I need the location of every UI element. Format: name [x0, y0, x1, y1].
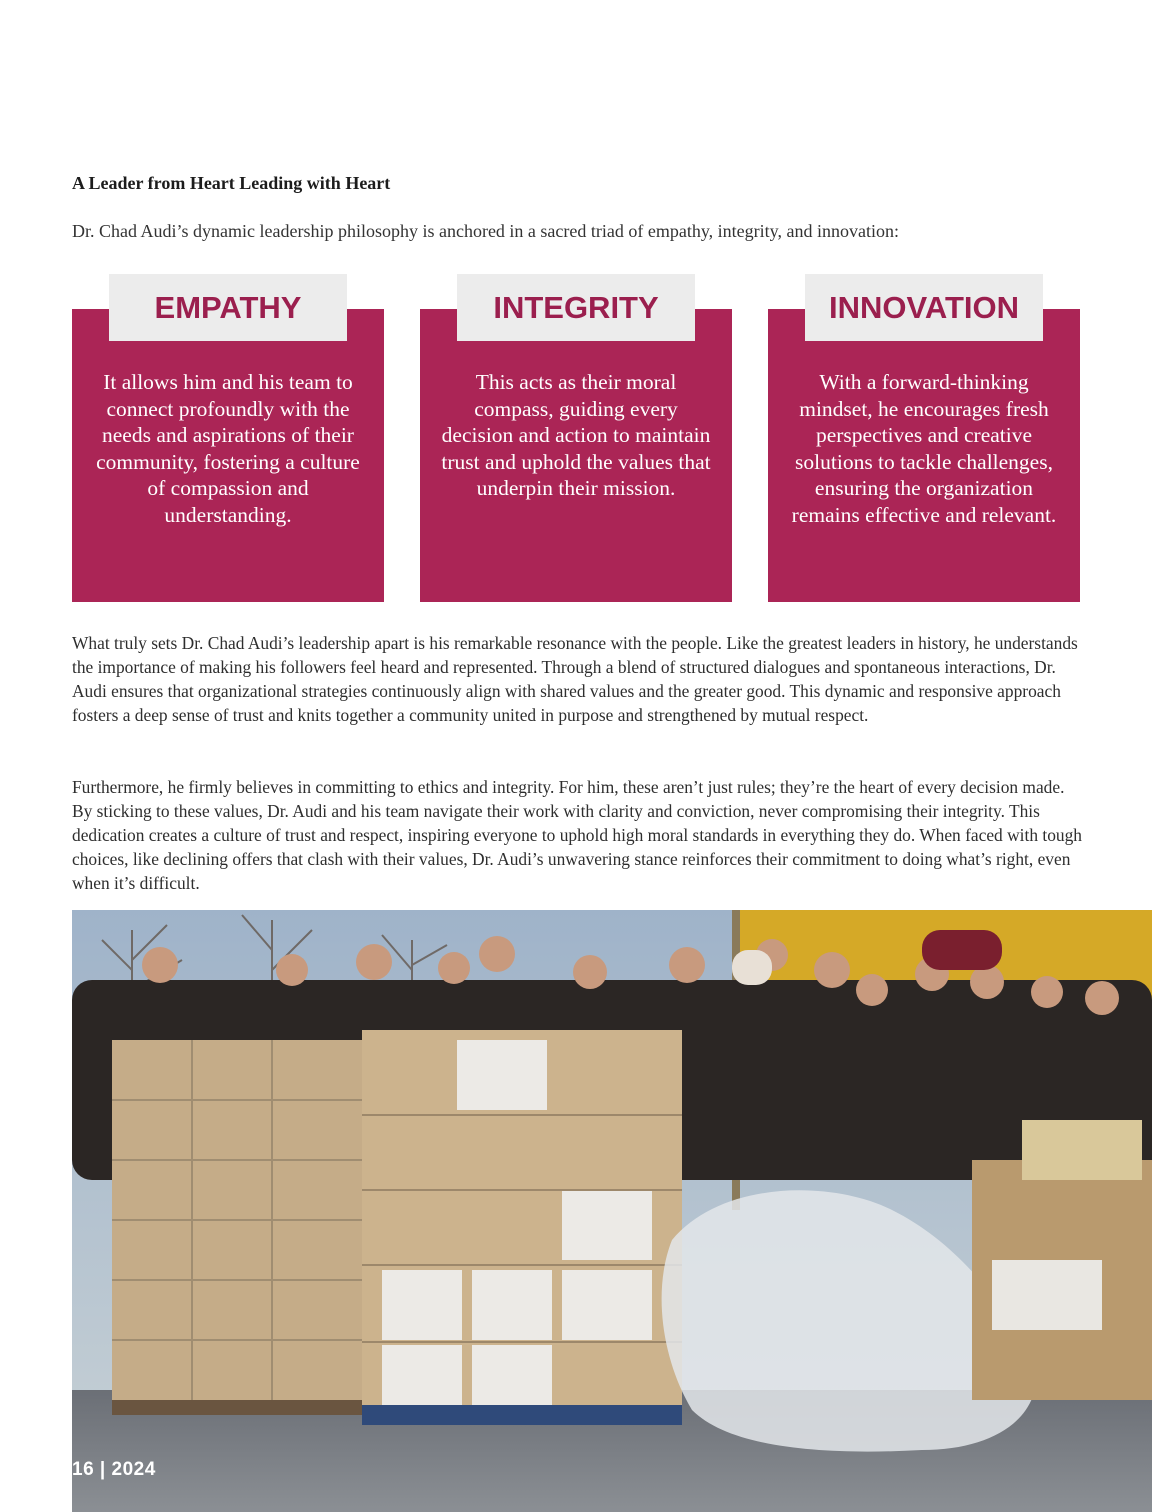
section-heading: A Leader from Heart Leading with Heart	[72, 173, 391, 193]
page-number-footer: 16 | 2024	[72, 1459, 156, 1480]
pillar-title-innovation: INNOVATION	[805, 274, 1043, 341]
pillar-card-empathy	[72, 289, 384, 602]
intro-text: Dr. Chad Audi’s dynamic leadership philosophy is anchored in a sacred triad of empathy, integrity, and innovation:	[72, 221, 899, 241]
body-paragraph-1: What truly sets Dr. Chad Audi’s leadership apart is his remarkable resonance with the people. Like the greatest leaders in history, he understands the importance of making his followers feel heard and represented. Through a blend of structured dialogues and spontaneous interactions, Dr. Audi ensures that organizational strategies continuously align with shared values and the greater good. This dynamic and responsive approach fosters a deep sense of trust and knits together a community united in purpose and strengthened by mutual respect.	[72, 633, 1078, 725]
pillar-text-empathy: It allows him and his team to connect profoundly with the needs and aspirations of their community, fostering a culture of compassion and understanding.	[96, 370, 360, 527]
pillar-title-empathy: EMPATHY	[109, 274, 347, 341]
pillar-title-integrity: INTEGRITY	[457, 274, 695, 341]
pillar-card-innovation	[768, 289, 1080, 602]
body-paragraph-2: Furthermore, he firmly believes in committing to ethics and integrity. For him, these aren’t just rules; they’re the heart of every decision made. By sticking to these values, Dr. Audi and his team navigate their work with clarity and conviction, never compromising their integrity. This dedication creates a culture of trust and respect, inspiring everyone to uphold high moral standards in everything they do. When faced with tough choices, like declining offers that clash with their values, Dr. Audi’s unwavering stance reinforces their commitment to doing what’s right, even when it’s difficult.	[72, 777, 1082, 893]
volunteer-group-photo	[72, 910, 1152, 1512]
pillar-text-innovation: With a forward-thinking mindset, he encourages fresh perspectives and creative solutions to tackle challenges, ensuring the organization remains effective and relevant.	[791, 370, 1057, 527]
pillar-card-integrity	[420, 289, 732, 602]
pillar-text-integrity: This acts as their moral compass, guiding every decision and action to maintain trust and uphold the values that underpin their mission.	[441, 370, 711, 501]
